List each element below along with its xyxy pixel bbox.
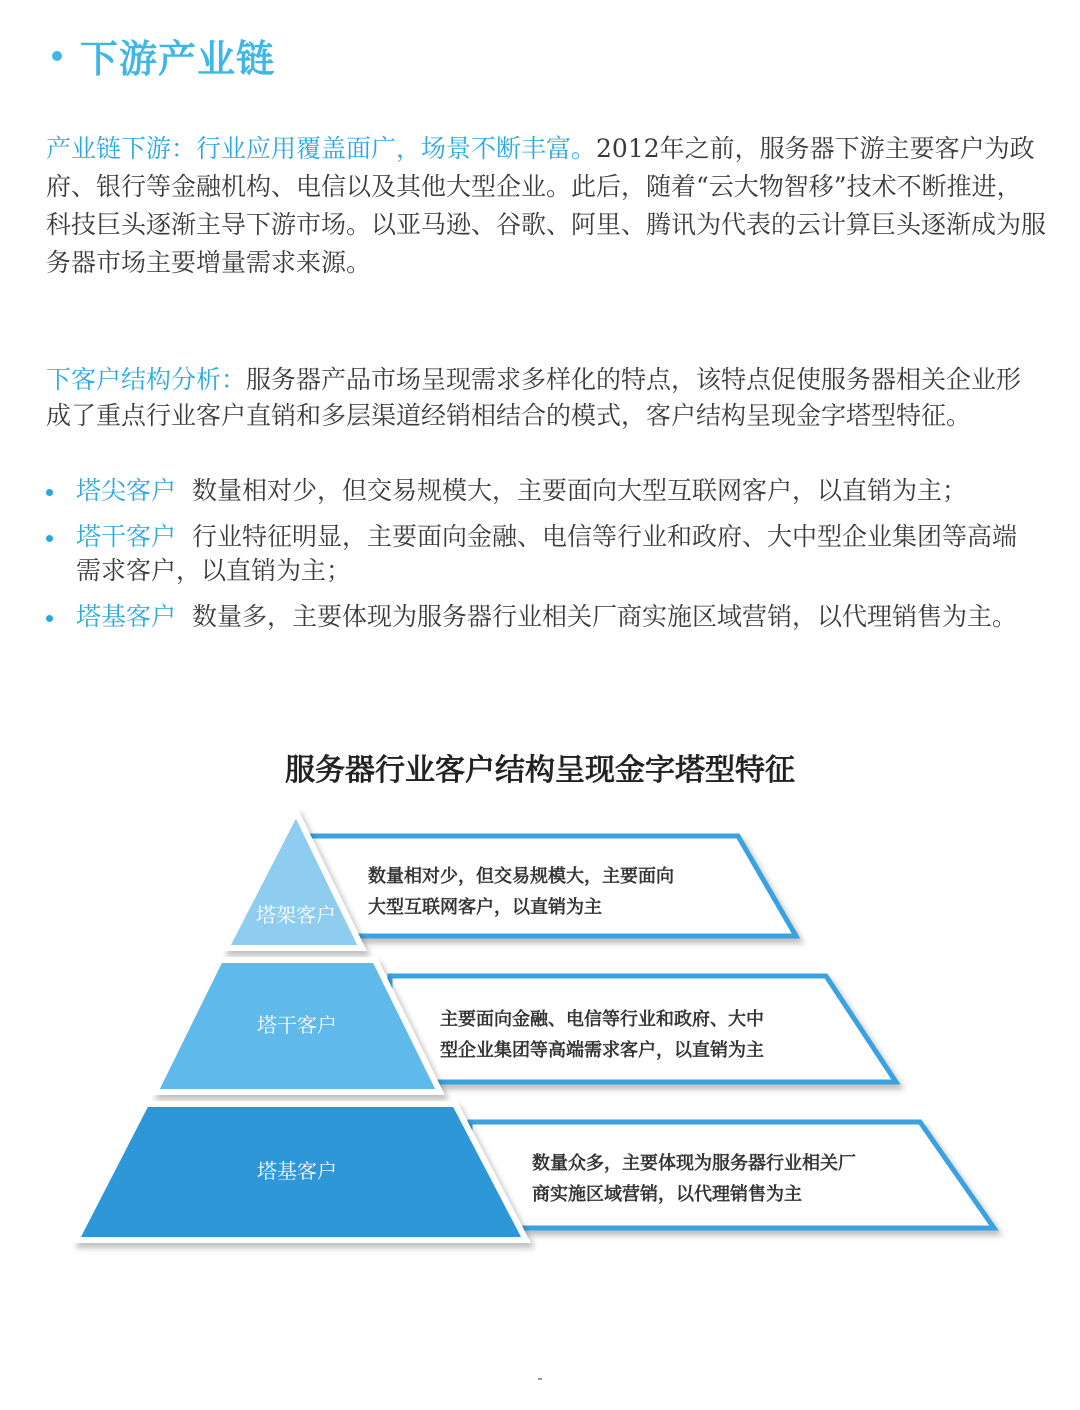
list-item <box>46 600 1046 634</box>
tier-top-desc-line2: 大型互联网客户，以直销为主 <box>368 897 602 918</box>
tier-top-label: 塔架客户 <box>256 903 336 927</box>
tier-text: 数量相对少，但交易规模大，主要面向大型互联网客户，以直销为主； <box>192 476 968 505</box>
tier-text: 数量多，主要体现为服务器行业相关厂商实施区域营销，以代理销售为主。 <box>192 602 1018 631</box>
bullet-dot-icon <box>46 615 53 622</box>
bullet-dot-icon <box>46 489 53 496</box>
tier-middle-desc-line1: 主要面向金融、电信等行业和政府、大中 <box>440 1009 764 1030</box>
tier-bottom-desc-panel <box>470 1122 994 1228</box>
tier-bottom-desc-line2: 商实施区域营销，以代理销售为主 <box>532 1184 802 1205</box>
tier-middle-desc-line2: 型企业集团等高端需求客户，以直销为主 <box>440 1040 764 1061</box>
list-item <box>46 474 1046 508</box>
tier-term: 塔尖客户 <box>76 476 177 505</box>
list-item <box>46 520 1046 588</box>
paragraph-downstream <box>46 130 1046 282</box>
pyramid-diagram <box>0 800 1080 1260</box>
bullet-dot-icon <box>46 535 53 542</box>
paragraph-body: 服务器产品市场呈现需求多样化的特点，该特点促使服务器相关企业形成了重点行业客户直销和多层渠道经销相结合的模式，客户结构呈现金字塔型特征。 <box>46 365 1022 430</box>
section-title-text: 下游产业链 <box>80 37 276 81</box>
tier-bottom-desc-line1: 数量众多，主要体现为服务器行业相关厂 <box>532 1153 856 1174</box>
paragraph-customer-structure <box>46 362 1046 434</box>
pyramid-title: 服务器行业客户结构呈现金字塔型特征 <box>285 753 795 788</box>
tier-bottom-label: 塔基客户 <box>257 1159 337 1183</box>
customer-tier-list <box>46 474 1046 646</box>
tier-text: 行业特征明显，主要面向金融、电信等行业和政府、大中型企业集团等高端 需求客户，以直销为主； <box>76 522 1018 585</box>
paragraph-lead: 下客户结构分析： <box>46 365 247 394</box>
tier-top-desc-line1: 数量相对少，但交易规模大，主要面向 <box>368 866 674 887</box>
page-mark: - <box>537 1368 543 1387</box>
bullet-dot-icon <box>52 51 62 61</box>
tier-term: 塔基客户 <box>76 602 177 631</box>
paragraph-body: 2012年之前，服务器下游主要客户为政府、银行等金融机构、电信以及其他大型企业。此后，随着“云大物智移”技术不断推进，科技巨头逐渐主导下游市场。以亚马逊、谷歌、阿里、腾讯为代表的云计算巨头逐渐成为服务器市场主要增量需求来源。 <box>46 134 1047 277</box>
section-title <box>52 28 275 83</box>
paragraph-lead: 产业链下游：行业应用覆盖面广，场景不断丰富。 <box>46 134 597 163</box>
tier-term: 塔干客户 <box>76 522 177 551</box>
tier-middle-label: 塔干客户 <box>257 1013 337 1037</box>
